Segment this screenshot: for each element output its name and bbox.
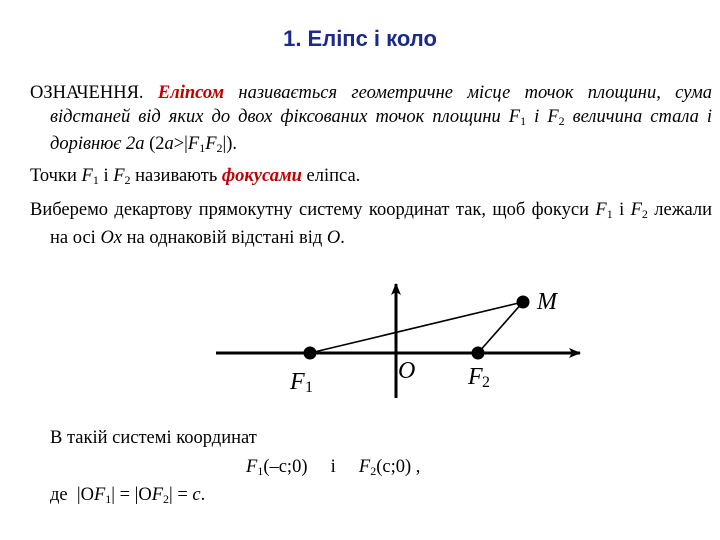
label-f1: F [290, 369, 305, 395]
condition: $(2a>|F_1F_2|)$. [149, 134, 238, 155]
label-f2: F [468, 364, 483, 390]
axis-name: Ox [100, 227, 123, 248]
segment-f1-m [310, 302, 523, 353]
and-word: і [619, 200, 625, 220]
definition-text: називається геометричне місце точок площини, сума відстаней від яких до двох фіксованих точок площини [50, 83, 713, 127]
segment-f2-m [478, 302, 523, 353]
label-f2-sub: 2 [482, 374, 490, 391]
definition-lead: ОЗНАЧЕННЯ. [30, 83, 144, 103]
foci-text-3: еліпса. [306, 166, 361, 186]
label-o: O [398, 358, 416, 384]
foci-text: Точки [30, 166, 77, 186]
and-word: і [103, 166, 109, 186]
term-ellipse: Еліпсом [157, 83, 225, 103]
coords-paragraph: Виберемо декартову прямокутну систему координат так, щоб фокуси $F_1$ і $F_2$ лежали на осі Ox на однаковій відстані від O. [30, 200, 713, 248]
label-m: M [537, 289, 557, 315]
f1-symbol: $F_1$ [508, 106, 527, 128]
page-title: 1. Еліпс і коло [283, 26, 437, 51]
f2-symbol: $F_2$ [630, 200, 648, 221]
focus-f1-point [304, 347, 317, 360]
label-f1-sub: 1 [305, 379, 313, 396]
point-m [517, 296, 530, 309]
foci-coordinates: $F_1(-c;0)$ і $F_2(c;0)$ , [246, 457, 421, 478]
origin-name: O [326, 227, 341, 248]
focus-f2-point [472, 347, 485, 360]
coords-text: Виберемо декартову прямокутну систему координат так, щоб фокуси [30, 200, 590, 220]
coords-text-2: лежали на осі [50, 200, 713, 248]
and-word: і [534, 106, 540, 127]
f2-symbol: $F_2$ [547, 106, 565, 128]
sum-value: 2a [125, 134, 145, 154]
coords-text-3: на однаковій відстані від [126, 227, 323, 248]
term-foci: фокусами [221, 166, 302, 186]
coords-intro: В такій системі координат [50, 428, 257, 448]
distance-equation: де $|OF_1| = |OF_2| = c$. [50, 485, 206, 506]
foci-text-2: називають [135, 166, 218, 186]
definition-text-2: величина стала і дорівнює [50, 106, 713, 154]
f1-symbol: $F_1$ [81, 166, 99, 187]
f2-symbol: $F_2$ [113, 166, 131, 187]
f1-symbol: $F_1$ [595, 200, 613, 221]
